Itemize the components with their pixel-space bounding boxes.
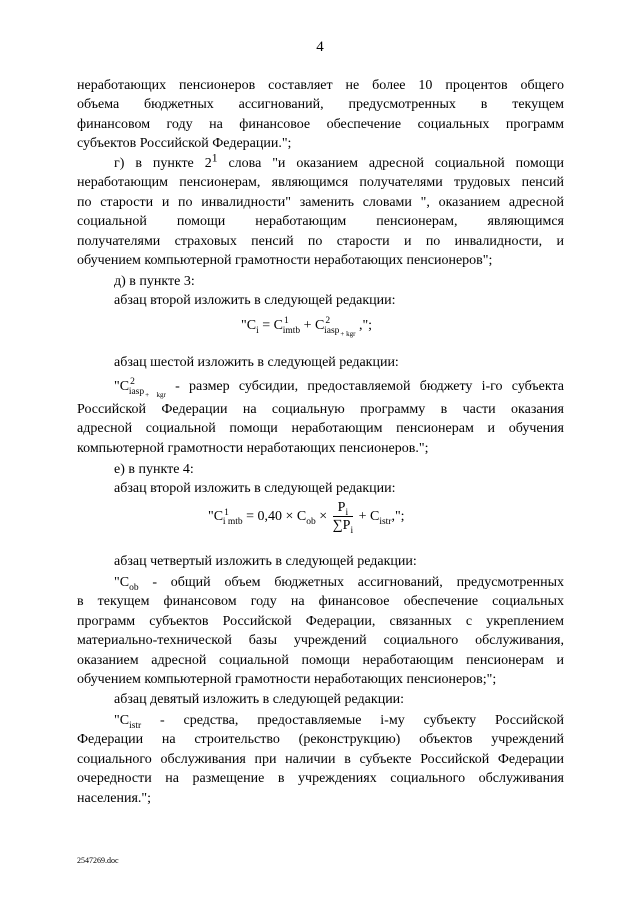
paragraph-1 bbox=[77, 76, 564, 154]
formula-sub: ob bbox=[306, 517, 316, 528]
text-line: материально-технической базы учреждений социального обслуживания, bbox=[77, 633, 564, 649]
formula-sup: 1 bbox=[224, 507, 229, 518]
formula-sub: i bbox=[256, 325, 259, 336]
formula-text: "C bbox=[208, 509, 224, 525]
formula-sup: 2 bbox=[325, 316, 331, 327]
formula-sub: i mtb bbox=[222, 517, 243, 528]
formula-sup: 2 bbox=[130, 377, 135, 388]
text-line: абзац девятый изложить в следующей редакции: bbox=[114, 692, 405, 707]
text-line: субъектов Российской Федерации."; bbox=[77, 136, 292, 152]
text-line: очередности на размещение в учреждениях социального обслуживания bbox=[77, 771, 564, 787]
text-line: Федерации на строительство (реконструкцию) объектов учреждений bbox=[77, 732, 564, 748]
formula-cimtb bbox=[208, 500, 405, 534]
abz-6-heading bbox=[77, 353, 564, 372]
formula-sub: istr bbox=[129, 720, 142, 731]
formula-text: × bbox=[315, 509, 331, 525]
text-line: неработающим пенсионерам, являющимся получателями трудовых пенсий bbox=[77, 175, 564, 191]
formula-text: ,"; bbox=[391, 509, 405, 525]
text-line: социального обслуживания при наличии в субъекте Российской Федерации bbox=[77, 751, 564, 767]
paragraph-c2 bbox=[77, 374, 564, 458]
text-line: программ субъектов Российской Федерации, связанных с укреплением bbox=[77, 613, 564, 629]
text-fragment: слова "и оказанием адресной социальной помощи bbox=[217, 156, 565, 171]
formula-subsub: + kgr bbox=[145, 390, 166, 399]
formula-sub: i bbox=[350, 525, 354, 536]
text-line: абзац второй изложить в следующей редакции: bbox=[114, 481, 396, 497]
item-d bbox=[77, 272, 564, 311]
formula-text: "C bbox=[114, 713, 130, 728]
abz-9-heading bbox=[77, 690, 564, 709]
text-line: д) в пункте 3: bbox=[114, 274, 195, 289]
formula-text: "C bbox=[114, 379, 130, 394]
formula-text: + C bbox=[355, 509, 380, 525]
formula-sub: i bbox=[345, 507, 349, 518]
text-line bbox=[77, 711, 564, 730]
paragraph-g bbox=[77, 151, 565, 270]
formula-ci bbox=[241, 316, 373, 338]
formula-sub bbox=[324, 326, 355, 336]
text-line: в текущем финансовом году на финансовое обеспечение социальных bbox=[77, 594, 564, 610]
formula-sub-text: iasp bbox=[128, 386, 145, 397]
text-fragment: - средства, предоставляемые i-му субъекту Российской bbox=[141, 713, 564, 728]
text-line: е) в пункте 4: bbox=[114, 462, 194, 477]
formula-text: P bbox=[337, 500, 346, 515]
text-fragment: - общий объем бюджетных ассигнований, предусмотренных bbox=[138, 575, 564, 590]
text-line: адресной социальной помощи неработающим пенсионерам и обучения bbox=[77, 421, 564, 437]
text-line: финансовом году на финансовое обеспечение социальных программ bbox=[77, 116, 564, 132]
paragraph-cob bbox=[77, 573, 564, 689]
formula-sub-text: iasp bbox=[324, 325, 340, 336]
formula-text: + C bbox=[300, 318, 325, 333]
page-number: 4 bbox=[316, 39, 324, 55]
fraction-denominator bbox=[333, 517, 353, 534]
abz-4-heading bbox=[77, 552, 564, 571]
superscript: 1 bbox=[211, 151, 218, 165]
paragraph-cistr bbox=[77, 711, 564, 808]
text-line: объема бюджетных ассигнований, предусмотренных в текущем bbox=[77, 97, 564, 113]
formula-text: = 0,40 × C bbox=[242, 509, 307, 525]
item-e bbox=[77, 460, 564, 499]
text-line: компьютерной грамотности неработающих пенсионеров."; bbox=[77, 440, 429, 456]
item-g-label: г) в пункте 2 bbox=[114, 156, 212, 171]
formula-text: "C bbox=[114, 575, 130, 590]
formula-fraction bbox=[333, 500, 353, 534]
formula-sub: imtb bbox=[282, 325, 301, 336]
text-line: оказанием адресной социальной помощи неработающим пенсионерам и bbox=[77, 652, 564, 668]
fraction-numerator bbox=[333, 500, 353, 517]
text-line bbox=[77, 374, 564, 400]
text-line: получателями страховых пенсий по старости и по инвалидности, и bbox=[77, 233, 564, 249]
formula-text: = C bbox=[258, 318, 283, 333]
formula-subsub: + kgr bbox=[340, 329, 356, 338]
formula-sup: 1 bbox=[283, 316, 289, 327]
text-fragment: - размер субсидии, предоставляемой бюджету i-го субъекта bbox=[165, 379, 564, 394]
text-line: обучением компьютерной грамотности неработающих пенсионеров;"; bbox=[77, 672, 497, 688]
text-line: абзац четвертый изложить в следующей редакции: bbox=[114, 554, 417, 569]
formula-inline bbox=[114, 377, 166, 399]
formula-text: "C bbox=[241, 318, 257, 333]
text-line: по старости и по инвалидности" заменить словами ", оказанием адресной bbox=[77, 194, 564, 210]
text-line: неработающих пенсионеров составляет не более 10 процентов общего bbox=[77, 78, 564, 93]
footer-filename: 2547269.doc bbox=[77, 856, 119, 865]
formula-sub bbox=[129, 387, 166, 397]
text-line bbox=[77, 151, 565, 173]
text-line: обучением компьютерной грамотности неработающих пенсионеров"; bbox=[77, 253, 493, 269]
text-line bbox=[77, 573, 564, 592]
text-line: социальной помощи неработающим пенсионерам, являющимся bbox=[77, 214, 564, 230]
text-line: Российской Федерации на социальную программу в части оказания bbox=[77, 402, 564, 417]
text-line: населения."; bbox=[77, 790, 152, 806]
formula-sub: istr bbox=[379, 517, 392, 528]
formula-text: ,"; bbox=[355, 318, 373, 333]
formula-sub: ob bbox=[129, 582, 139, 593]
text-line: абзац второй изложить в следующей редакции: bbox=[114, 293, 396, 309]
text-line: абзац шестой изложить в следующей редакции: bbox=[114, 355, 399, 370]
formula-text: ∑P bbox=[332, 518, 351, 533]
